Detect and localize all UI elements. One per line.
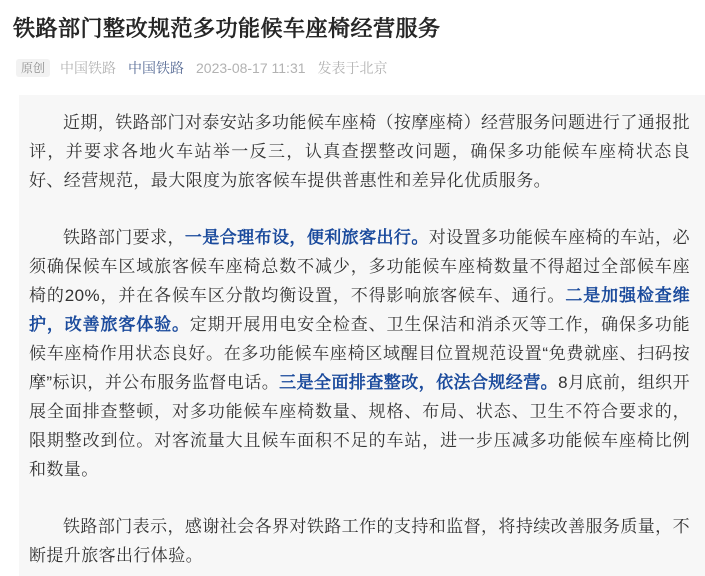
article-paragraph: [29, 108, 690, 195]
emphasis-segment: 一是合理布设，便利旅客出行。: [184, 228, 429, 247]
emphasis-segment: 二是加强检查维护，改善旅客体验。: [29, 286, 690, 334]
publish-datetime: 2023-08-17 11:31: [196, 60, 306, 76]
account-link[interactable]: 中国铁路: [128, 60, 185, 76]
article-paragraph: [29, 223, 690, 484]
text-segment: 近期，铁路部门对泰安站多功能候车座椅（按摩座椅）经营服务问题进行了通报批评，并要求各地火车站举一反三，认真查摆整改问题，确保多功能候车座椅状态良好、经营规范，最大限度为旅客候车提供普惠性和差异化优质服务。: [29, 113, 690, 190]
article-paragraph: [29, 512, 690, 570]
article-body: [19, 95, 705, 576]
text-segment: 铁路部门表示，感谢社会各界对铁路工作的支持和监督，将持续改善服务质量，不断提升旅客出行体验。: [29, 517, 690, 565]
text-segment: 对设置多功能候车座椅的车站，必须确保候车区域旅客候车座椅总数不减少，多功能候车座椅数量不得超过全部候车座椅的20%，并在各候车区分散均衡设置，不得影响旅客候车、通行。: [29, 228, 690, 305]
page-title: 铁路部门整改规范多功能候车座椅经营服务: [13, 16, 441, 41]
text-segment: 定期开展用电安全检查、卫生保洁和消杀灭等工作，确保多功能候车座椅作用状态良好。在多功能候车座椅区域醒目位置规范设置“免费就座、扫码按摩”标识，并公布服务监督电话。: [29, 315, 690, 392]
original-badge: 原创: [16, 59, 50, 77]
emphasis-segment: 三是全面排查整改，依法合规经营。: [279, 373, 559, 392]
publish-location: 发表于北京: [317, 60, 388, 76]
article-meta: [16, 58, 685, 78]
text-segment: 铁路部门要求，: [63, 228, 185, 247]
author-name: 中国铁路: [60, 60, 117, 76]
text-segment: 8月底前，组织开展全面排查整顿，对多功能候车座椅数量、规格、布局、状态、卫生不符合要求的，限期整改到位。对客流量大且候车面积不足的车站，进一步压减多功能候车座椅比例和数量。: [29, 373, 690, 479]
